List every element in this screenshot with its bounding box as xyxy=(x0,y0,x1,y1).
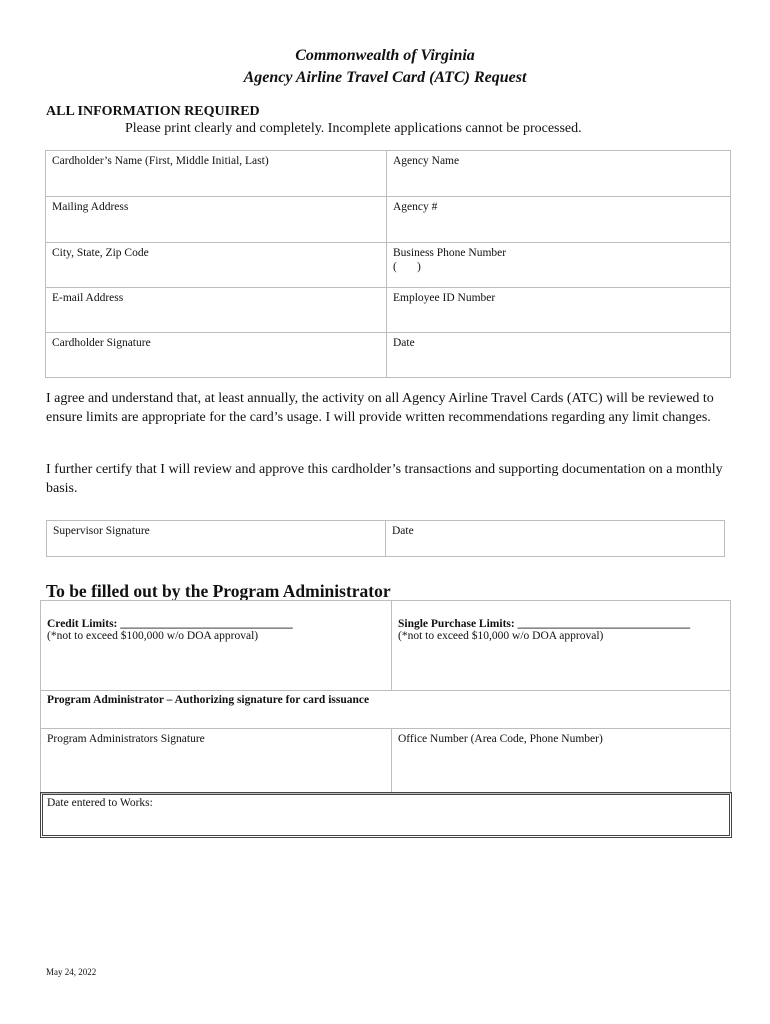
single-purchase-label: Single Purchase Limits: ______________________________ xyxy=(398,618,691,630)
form-row xyxy=(41,691,731,729)
form-row xyxy=(46,288,731,333)
form-row xyxy=(47,521,725,557)
office-number-field[interactable] xyxy=(392,729,731,794)
field-label: Date xyxy=(393,337,415,349)
business-phone-field[interactable] xyxy=(387,243,731,288)
agreement-paragraph-2: I further certify that I will review and approve this cardholder’s transactions and supporting documentation on a monthly basis. xyxy=(46,462,723,496)
field-label: Agency # xyxy=(393,201,438,213)
program-admin-table xyxy=(40,600,731,794)
authorizing-signature-header: Program Administrator – Authorizing signature for card issuance xyxy=(41,691,731,729)
mailing-address-field[interactable] xyxy=(46,197,387,243)
agreement-paragraph-1: I agree and understand that, at least annually, the activity on all Agency Airline Travel Cards (ATC) will be reviewed to ensure limits are appropriate for the card’s usage. I will provide written recommendations regarding any limit changes. xyxy=(46,391,714,425)
field-label: Program Administrators Signature xyxy=(47,733,205,745)
agency-number-field[interactable] xyxy=(387,197,731,243)
cardholder-date-field[interactable] xyxy=(387,333,731,378)
field-label: Supervisor Signature xyxy=(53,525,150,537)
footer-date: May 24, 2022 xyxy=(46,967,97,977)
field-label: Business Phone Number xyxy=(393,247,507,259)
program-admin-section-title: To be filled out by the Program Administrator xyxy=(46,581,391,601)
email-address-field[interactable] xyxy=(46,288,387,333)
form-row xyxy=(46,197,731,243)
program-admin-signature-field[interactable] xyxy=(41,729,392,794)
form-row xyxy=(46,333,731,378)
form-title-line1: Commonwealth of Virginia xyxy=(295,47,475,64)
field-label: Date entered to Works: xyxy=(47,797,153,809)
form-row xyxy=(46,243,731,288)
field-label: Date xyxy=(392,525,414,537)
supervisor-table xyxy=(46,520,725,557)
credit-limits-note: (*not to exceed $100,000 w/o DOA approval) xyxy=(47,630,259,642)
field-label: City, State, Zip Code xyxy=(52,247,149,259)
instructions-text: Please print clearly and completely. Incomplete applications cannot be processed. xyxy=(125,121,582,136)
field-label: Office Number (Area Code, Phone Number) xyxy=(398,733,603,745)
field-label: E-mail Address xyxy=(52,292,124,304)
field-label: Employee ID Number xyxy=(393,292,496,304)
single-purchase-note: (*not to exceed $10,000 w/o DOA approval) xyxy=(398,630,604,642)
date-entered-to-works-field[interactable] xyxy=(40,792,732,838)
employee-id-field[interactable] xyxy=(387,288,731,333)
supervisor-signature-field[interactable] xyxy=(47,521,386,557)
form-row xyxy=(41,601,731,691)
credit-limits-label: Credit Limits: ______________________________ xyxy=(47,618,293,630)
form-row xyxy=(41,729,731,794)
supervisor-date-field[interactable] xyxy=(386,521,725,557)
city-state-zip-field[interactable] xyxy=(46,243,387,288)
form-title-line2: Agency Airline Travel Card (ATC) Request xyxy=(243,69,527,86)
phone-area-code-placeholder: ( ) xyxy=(393,261,421,273)
required-notice: ALL INFORMATION REQUIRED xyxy=(46,104,260,119)
cardholder-name-field[interactable] xyxy=(46,151,387,197)
cardholder-signature-field[interactable] xyxy=(46,333,387,378)
agency-name-field[interactable] xyxy=(387,151,731,197)
field-label: Agency Name xyxy=(393,155,460,167)
credit-limits-field[interactable] xyxy=(41,601,392,691)
form-row xyxy=(46,151,731,197)
single-purchase-limits-field[interactable] xyxy=(392,601,731,691)
cardholder-form-table xyxy=(45,150,731,378)
field-label: Mailing Address xyxy=(52,201,129,213)
field-label: Cardholder’s Name (First, Middle Initial, Last) xyxy=(52,155,269,167)
field-label: Cardholder Signature xyxy=(52,337,151,349)
